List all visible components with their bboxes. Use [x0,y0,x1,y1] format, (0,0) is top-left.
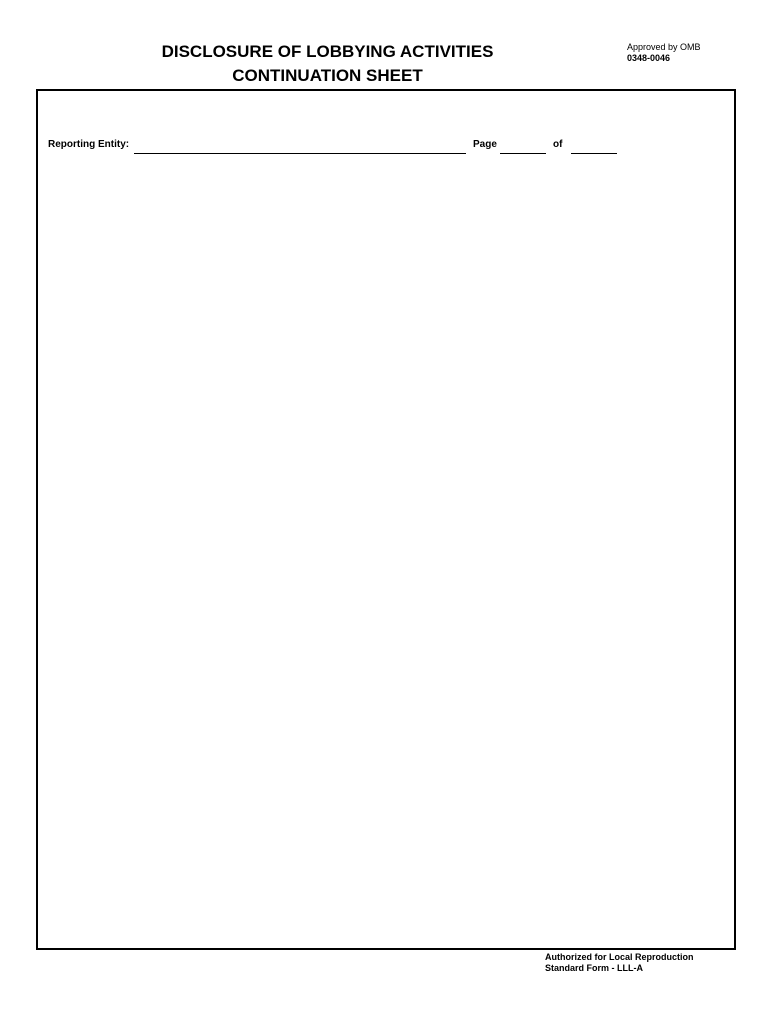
omb-number: 0348-0046 [627,53,671,63]
page-of-label: of [553,139,563,150]
reporting-entity-label: Reporting Entity: [48,139,130,150]
reporting-entity-field[interactable] [134,139,466,154]
form-title-line-2: CONTINUATION SHEET [232,66,423,85]
form-footer [545,952,694,974]
page-total-field[interactable] [571,139,617,154]
footer-form-number: Standard Form - LLL-A [545,963,643,973]
form-title-line-1: DISCLOSURE OF LOBBYING ACTIVITIES [161,42,494,61]
form-title [100,40,555,88]
continuation-text-area[interactable] [48,170,724,936]
omb-approval-block [627,42,701,64]
page-label: Page [473,139,497,150]
omb-approval-text: Approved by OMB [627,42,701,52]
page-number-field[interactable] [500,139,546,154]
footer-authorization: Authorized for Local Reproduction [545,952,694,962]
